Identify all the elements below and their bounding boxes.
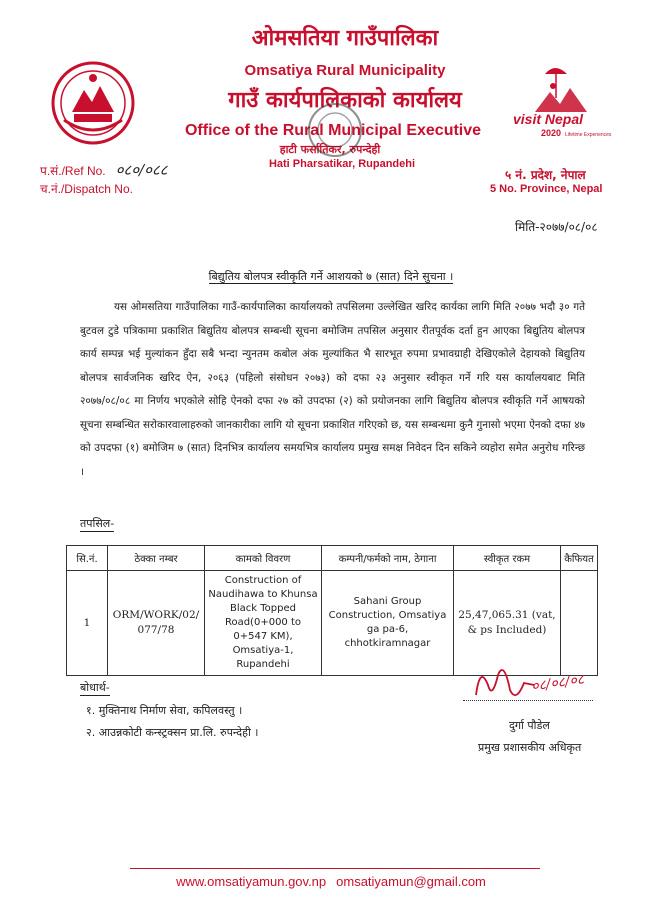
org-name-english: Omsatiya Rural Municipality xyxy=(244,62,446,79)
col-remarks: कैफियत xyxy=(561,546,598,571)
col-amount: स्वीकृत रकम xyxy=(454,546,561,571)
subject-text: बिद्युतिय बोलपत्र स्वीकृति गर्ने आशयको ७ (सात) दिने सुचना । xyxy=(208,270,454,283)
footer-divider xyxy=(130,868,540,869)
municipality-emblem xyxy=(50,60,136,146)
footer xyxy=(0,874,662,889)
cc-item: २. आउन्नकोटी कन्स्ट्रक्सन प्रा.लि. रुपन्देही । xyxy=(86,726,259,739)
letter-date: मिति-२०७७/०८/०८ xyxy=(515,220,598,234)
details-heading: तपसिल- xyxy=(80,517,115,530)
col-sn: सि.नं. xyxy=(67,546,108,571)
office-stamp-icon xyxy=(305,100,365,160)
signatory-name: दुर्गा पौडेल xyxy=(509,719,550,732)
table-header-row xyxy=(67,546,598,571)
province-nepali: ५ नं. प्रदेश, नेपाल xyxy=(505,168,586,182)
handwritten-signature xyxy=(470,655,620,710)
visit-nepal-2020-logo xyxy=(505,60,615,140)
visit-logo-sub: Lifetime Experiences xyxy=(565,132,612,138)
address-english: Hati Pharsatikar, Rupandehi xyxy=(268,158,416,170)
cell-amount: 25,47,065.31 (vat, & ps Included) xyxy=(454,571,561,676)
col-description: कामको विवरण xyxy=(205,546,322,571)
ref-number-line xyxy=(40,160,167,180)
address-nepali: हाटी फर्सातिकर, रुपन्देही xyxy=(279,143,381,156)
ref-label: प.सं./Ref No. xyxy=(40,164,106,178)
cc-item: १. मुक्तिनाथ निर्माण सेवा, कपिलवस्तु । xyxy=(86,704,243,717)
col-contract-no: ठेक्का नम्बर xyxy=(108,546,205,571)
cell-sn: 1 xyxy=(67,571,108,676)
org-name-nepali: ओमसतिया गाउँपालिका xyxy=(251,26,439,51)
notice-body: यस ओमसतिया गाउँपालिका गाउँ-कार्यपालिका कार्यालयको तपसिलमा उल्लेखित खरिद कार्यका लागि मिति २०७७ भदौ ३० गते बुटवल टुडे पत्रिकामा प्रकाशित बिद्युतिय बोलपत्र सम्बन्धी सूचना बमोजिम तपसिल अनुसार रीतपूर्वक दर्ता हुन आएका बिद्युतिय बोलपत्र कार्य सम्पन्न भई मुल्यांकन हुँदा सबै भन्दा न्युनतम कबोल अंक मुल्यांकित भै सारभूत रुपमा प्रभावग्राही देखिएकोले देहायको बिद्युतिय बोलपत्र सार्वजनिक खरिद ऐन, २०६३ (पहिलो संसोधन २०७३) को दफा २३ अनुसार स्वीकृत गर्ने गरि यस कार्यालयबाट मिति २०७७/०८/०८ मा निर्णय भएकोले सोहि ऐनको दफा २७ को उपदफा (२) को प्रयोजनका लागि बिद्युतिय बोलपत्र स्वीकृति गर्ने आषयको सूचना सम्बन्धित सरोकारवालाहरुको जानकारीका लागि यो सूचना प्रकाशित गरिएको छ, यस सम्बन्धमा कुनै गुनासो भएमा ऐनको दफा ४७ को उपदफा (१) बमोजिम ७ (सात) दिनभित्र कार्यालय समयभित्र कार्यालय प्रमुख समक्ष निवेदन दिन सकिने व्यहोरा समेत अनुरोध गरिन्छ । xyxy=(80,301,585,478)
signature-line xyxy=(463,700,593,701)
cc-heading: बोधार्थ- xyxy=(80,681,110,694)
cell-contract-no: ORM/WORK/02/ 077/78 xyxy=(108,571,205,676)
col-company: कम्पनी/फर्मको नाम, ठेगाना xyxy=(322,546,454,571)
office-name-nepali: गाउँ कार्यपालिकाको कार्यालय xyxy=(228,88,462,113)
visit-logo-year: 2020 xyxy=(541,128,562,138)
visit-logo-text: visit Nepal xyxy=(513,111,584,127)
ref-value: ०८०/०८८ xyxy=(115,161,168,179)
signature-date: ०८/०८/०८ xyxy=(530,671,586,695)
footer-email: omsatiyamun@gmail.com xyxy=(336,874,486,889)
dispatch-label: च.नं./Dispatch No. xyxy=(40,182,133,196)
office-name-english: Office of the Rural Municipal Executive xyxy=(184,122,482,139)
cell-description: Construction of Naudihawa to Khunsa Black Topped Road(0+000 to 0+547 KM), Omsatiya-1, Rupandehi xyxy=(205,571,322,676)
province-english: 5 No. Province, Nepal xyxy=(490,183,603,195)
notice-subject xyxy=(0,269,662,284)
cell-company: Sahani Group Construction, Omsatiya ga pa-6, chhotkiramnagar xyxy=(322,571,454,676)
footer-website: www.omsatiyamun.gov.np xyxy=(176,874,327,889)
signatory-title: प्रमुख प्रशासकीय अधिकृत xyxy=(478,741,582,754)
